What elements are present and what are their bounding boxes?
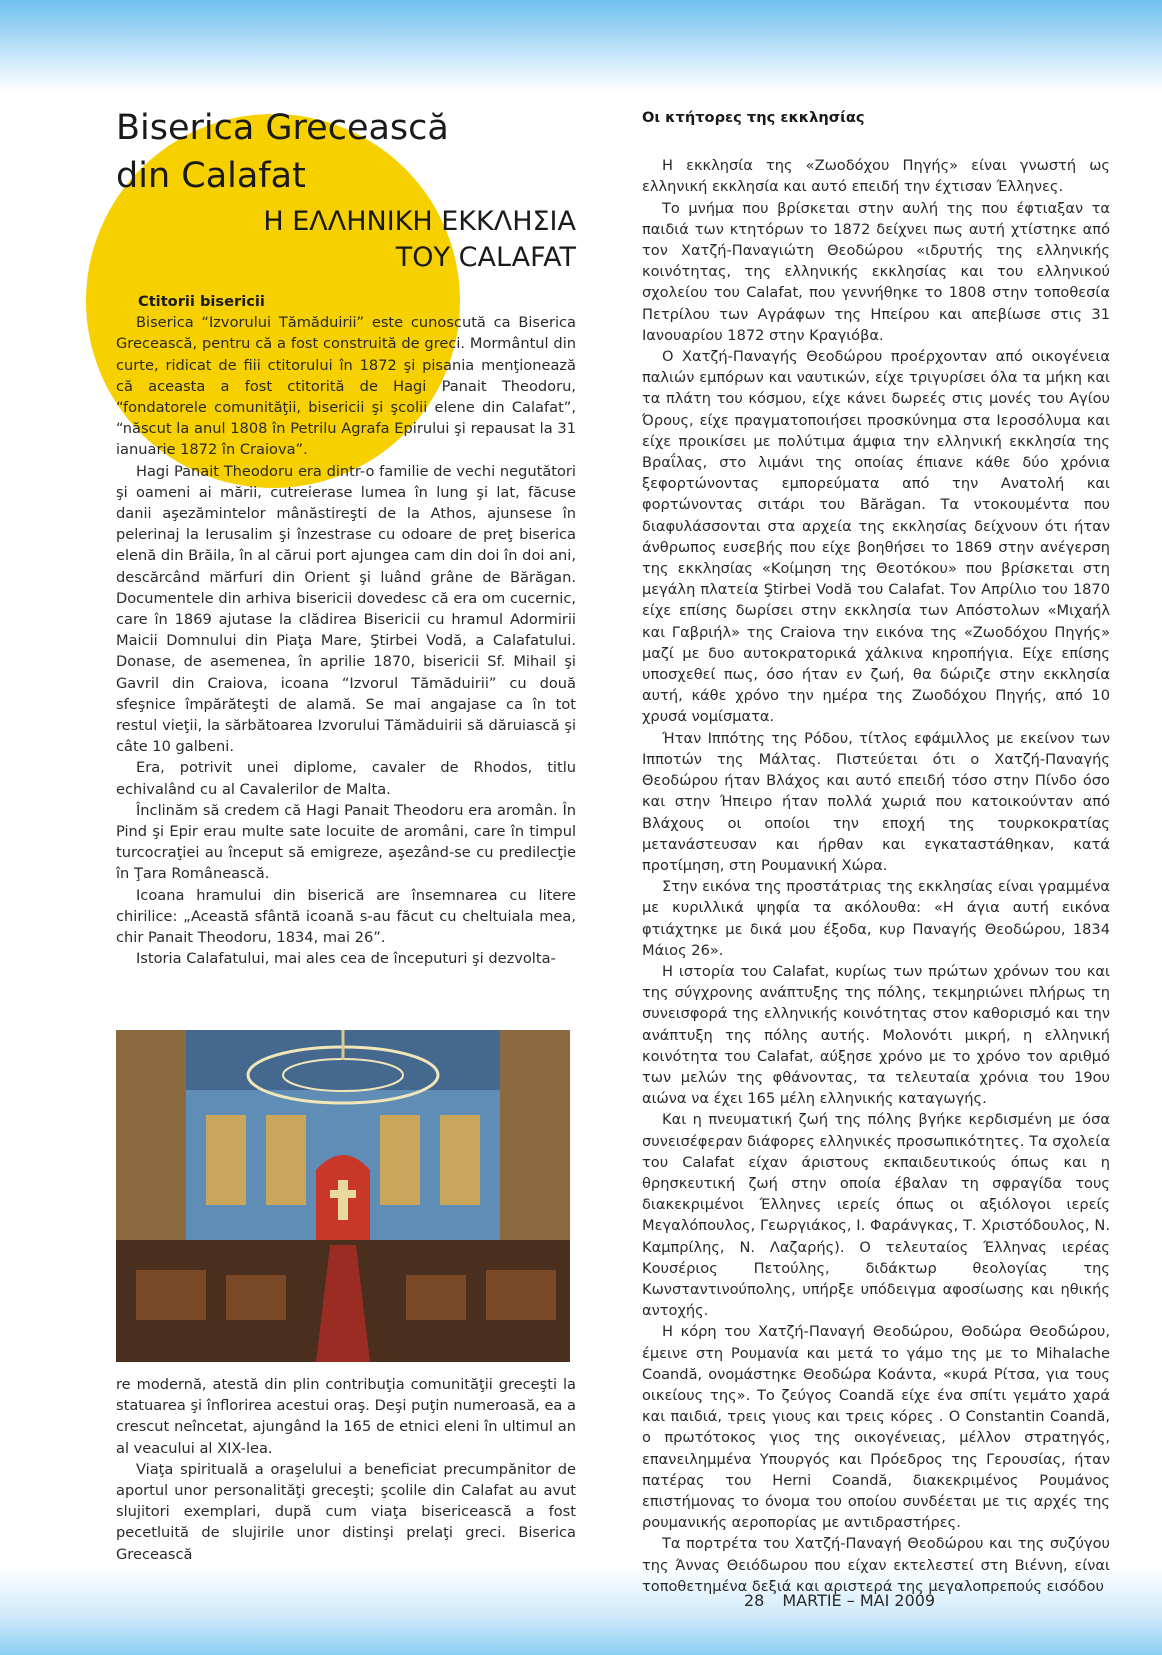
page-footer	[744, 1591, 953, 1610]
title-romanian	[116, 104, 576, 200]
issue-label: MARTIE – MAI 2009	[782, 1591, 936, 1610]
paragraph: Το μνήμα που βρίσκεται στην αυλή της που έφτιαξαν τα παιδιά των κτητόρων το 1872 δείχνει πως αυτή χτίστηκε από τον Χατζή-Παναγιώτη Θεοδώρου «ιδρυτής της ελληνικής κοινότητας, της ελληνικής εκκλησίας και του ελληνικού σχολείου του Calafat, που γεννήθηκε το 1808 στην τοποθεσία Πετρίλου των Αγράφων της Ηπείρου και απεβίωσε στις 31 Ιανουαρίου 1872 στην Κραγιόβα.	[642, 199, 1110, 344]
paragraph: Viaţa spirituală a oraşelului a beneficiat precumpănitor de aportul unor personalităţi greceşti; şcolile din Calafat au avut slujitori exemplari, după cum viaţa bisericească a fost pecetluită de slujirile unor distinşi prelaţi greci. Biserica Grecească	[116, 1460, 576, 1563]
title-ro-line-1: Biserica Grecească	[116, 108, 449, 148]
paragraph: Ήταν Ιππότης της Ρόδου, τίτλος εφάμιλλος με εκείνον των Ιπποτών της Μάλτας. Πιστεύεται ότι ο Χατζή-Παναγής Θεοδώρου ήταν Βλάχος και αυτό επειδή τόσο στην Πίνδο όσο και στην Ήπειρο ήταν πολλά χωριά που κατοικούνταν από Βλάχους οι οποίοι την εποχή της τουρκοκρατίας μετανάστευσαν και ήρθαν και εγκαταστάθηκαν, κατά προτίμηση, στη Ρουμανική Χώρα.	[642, 729, 1110, 874]
left-column-top	[116, 291, 576, 970]
paragraph: Ο Χατζή-Παναγής Θεοδώρου προέρχονταν από οικογένεια παλιών εμπόρων και ναυτικών, είχε τριγυρίσει όλα τα μήκη και τα πλάτη του κόσμου, είχε κάνει δωρεές στις μονές του Αγίου Όρους, είχε πραγματοποιήσει προσκύνημα στα Ιεροσόλυμα και είχε προικίσει με πολύτιμα άμφια την ελληνική εκκλησία της Βραΐλας, στο λιμάνι της οποίας έπιανε κάθε δύο χρόνια ξεφορτώνοντας εμπορεύματα από την Ανατολή και φορτώνοντας σιτάρι του Bărăgan. Τα ντοκουμέντα που διαφυλάσσονται στα αρχεία της εκκλησίας δείχνουν ότι ήταν άνθρωπος ευσεβής που είχε βοηθήσει το 1869 στην ανέγερση της εκκλησίας «Κοίμηση της Θεοτόκου» που βρίσκεται στη μεγάλη πλατεία Ştirbei Vodă του Calafat. Τον Απρίλιο του 1870 είχε επίσης δωρίσει στην εκκλησία των Απόστολων «Μιχαήλ και Γαβριήλ» της Craiova την εικόνα της «Ζωοδόχου Πηγής» μαζί με δυο αυτοκρατορικά χάλκινα κηροπήγια. Είχε επίσης υποσχεθεί πως, όσο ήταν εν ζωή, θα δώριζε στην εκκλησία αυτή, κάθε χρόνο την ημέρα της Ζωοδόχου Πηγής, από 10 χρυσά νομίσματα.	[642, 348, 1110, 726]
left-column-bottom	[116, 1374, 576, 1565]
paragraph: Icoana hramului din biserică are însemnarea cu litere chirilice: „Această sfântă icoană s-au făcut cu cheltuiala mea, chir Panait Theodoru, 1834, mai 26”.	[116, 886, 576, 947]
paragraph: Biserica “Izvorului Tămăduirii” este cunoscută ca Biserica Grecească, pentru că a fost construită de greci. Mormântul din curte, ridicat de fiii ctitorului în 1872 şi pisania menţionează că aceasta a fost ctitorită de Hagi Panait Theodoru, “fondatorele comunităţii, bisericii şi şcolii elene din Calafat”, “născut la anul 1808 în Petrilu Agrafa Epirului şi repausat la 31 ianuarie 1872 în Craiova”.	[116, 314, 576, 459]
paragraph: Istoria Calafatului, mai ales cea de începuturi şi dezvolta-	[136, 950, 556, 968]
paragraph: Era, potrivit unei diplome, cavaler de Rhodos, titlu echivalând cu al Cavalerilor de Malta.	[116, 759, 576, 798]
paragraph: Η εκκλησία της «Ζωοδόχου Πηγής» είναι γνωστή ως ελληνική εκκλησία και αυτό επειδή την έχτισαν Έλληνες.	[642, 157, 1110, 196]
section-heading-gr: Οι κτήτορες της εκκλησίας	[642, 109, 865, 126]
top-gradient-band	[0, 0, 1162, 92]
title-gr-line-2: ΤΟΥ CALAFAT	[395, 242, 576, 273]
paragraph: Η ιστορία του Calafat, κυρίως των πρώτων χρόνων του και της σύγχρονης ανάπτυξης της πόλης, τεκμηριώνει πλήρως τη συνεισφορά της ελληνικής κοινότητας στον καθορισμό και την ανάπτυξη της πόλης αυτής. Μολονότι μικρή, η ελληνική κοινότητα του Calafat, αύξησε χρόνο με το χρόνο τον αριθμό των μελών της φθάνοντας, τα τελευταία χρόνια του 19ου αιώνα να έχει 165 μέλη ελληνικής καταγωγής.	[642, 962, 1110, 1108]
church-interior-illustration	[116, 1030, 570, 1362]
paragraph: Και η πνευματική ζωή της πόλης βγήκε κερδισμένη με όσα συνεισέφεραν διάφορες ελληνικές προσωπικότητες. Τα σχολεία του Calafat είχαν άριστους εκπαιδευτικούς όπως και η θρησκευτική ζωή στην οποία έβαλαν τη σφραγίδα τους διακεκριμένοι Έλληνες ιερείς όπως οι αξιόλογοι ιερείς Μεγαλόπουλος, Γεωργιάκος, Ι. Φαράνγκας, Τ. Χριστόδουλος, Ν. Καμπρίλης, Ν. Λαζαρής). Ο τελευταίος Έλληνας ιερέας Κουσέριος Πετούλης, διδάκτωρ θεολογίας της Κωνσταντινούπολης, υπήρξε υπόδειγμα αφοσίωσης και ηθικής αντοχής.	[642, 1111, 1110, 1320]
title-gr-line-1: Η ΕΛΛΗΝΙΚΗ ΕΚΚΛΗΣΙΑ	[263, 206, 576, 237]
church-interior-photo	[116, 1030, 570, 1362]
paragraph: Η κόρη του Χατζή-Παναγή Θεοδώρου, Θοδώρα Θεοδώρου, έμεινε στη Ρουμανία και μετά το γάμο της με το Mihalache Coandă, ονομάστηκε Θεοδώρα Κοάντα, «κυρά Ρίτσα, για τους οικείους της». Το ζεύγος Coandă είχε ένα σπίτι γεμάτο χαρά και παιδιά, τρεις γιους και τρεις κόρες . Ο Constantin Coandă, ο πρωτότοκος γιος της οικογένειας, μέλλον στρατηγός, επανειλημμένα Υπουργός και Πρόεδρος της Γερουσίας, ήταν πατέρας του Herni Coandă, διακεκριμένος Ρουμάνος επιστήμονας το όνομα του οποίου συνδέεται με τις αρχές της ρουμανικής αεροπορίας με αντιδραστήρες.	[642, 1323, 1110, 1532]
paragraph: Τα πορτρέτα του Χατζή-Παναγή Θεοδώρου και της συζύγου της Άννας Θειόδωρου που είχαν εκτελεστεί στη Βιέννη, είναι τοποθετημένα δεξιά και αριστερά της μεγαλοπρεπούς εισόδου	[642, 1535, 1110, 1595]
section-heading-ro: Ctitorii bisericii	[138, 293, 265, 310]
page-number: 28	[744, 1591, 765, 1610]
paragraph: re modernă, atestă din plin contribuţia comunităţii greceşti la statuarea şi înflorirea acestui oraş. Deşi puţin numeroasă, ea a crescut neîncetat, ajungând la 165 de etnici eleni în ultimul an al veacului al XIX-lea.	[116, 1376, 576, 1457]
paragraph: Hagi Panait Theodoru era dintr-o familie de vechi negutători şi oameni ai mării, cutreierase lumea în lung şi lat, făcuse danii aşezămintelor mânăstireşti de la Athos, ajunsese în pelerinaj la Ierusalim şi înzestrase cu odoare de preţ biserica elenă din Brăila, în al cărui port ajungea cam din doi în doi ani, descărcând mărfuri din Orient şi luând grâne de Bărăgan. Documentele din arhiva bisericii dovedesc că era om cucernic, care în 1869 ajutase la clădirea Bisericii cu hramul Adormirii Maicii Domnului din Piaţa Mare, Ştirbei Vodă, a Calafatului. Donase, de asemenea, în aprilie 1870, bisericii Sf. Mihail şi Gavril din Craiova, icoana “Izvorul Tămăduirii” cu două sfeşnice împărăteşti de alamă. Se mai angajase ca în tot restul vieţii, la sărbătoarea Izvorului Tămăduirii să dăruiască şi câte 10 galbeni.	[116, 462, 576, 756]
title-greek	[116, 204, 576, 276]
paragraph: Înclinăm să credem că Hagi Panait Theodoru era aromân. În Pind şi Epir erau multe sate locuite de aromâni, care în timpul turcocraţiei au început să emigreze, aşezând-se cu predilecţie în Ţara Românească.	[116, 801, 576, 883]
title-ro-line-2: din Calafat	[116, 156, 306, 196]
right-column	[642, 107, 1110, 1597]
paragraph: Στην εικόνα της προστάτριας της εκκλησίας είναι γραμμένα με κυριλλικά ψηφία τα ακόλουθα: «Η άγια αυτή εικόνα φτιάχτηκε με δικά μου έξοδα, κυρ Παναγής Θεοδώρου, 1834 Μάιος 26».	[642, 878, 1110, 959]
